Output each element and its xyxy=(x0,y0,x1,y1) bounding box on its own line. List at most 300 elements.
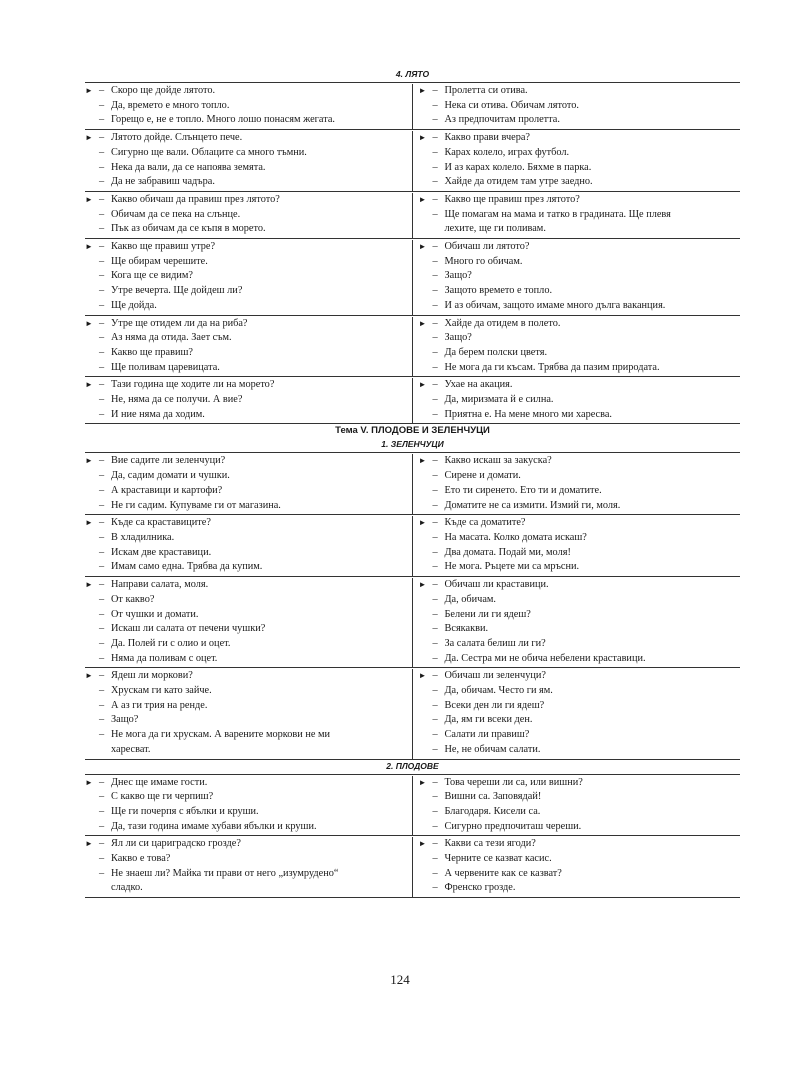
dialogue-text: В хладилника. xyxy=(111,531,175,543)
marker-icon: ► xyxy=(85,318,93,328)
marker-icon: ► xyxy=(418,518,427,528)
dialogue-line xyxy=(419,269,741,284)
dash: – xyxy=(432,853,438,865)
dialogue-text: Направи салата, моля. xyxy=(111,579,209,591)
marker-spacer xyxy=(419,469,433,484)
marker-icon: ► xyxy=(85,380,93,390)
dash: – xyxy=(432,743,438,755)
dialogue-text: Да, садим домати и чушки. xyxy=(111,470,230,482)
dialogue-line xyxy=(419,378,741,393)
dialogue-text: Ще обирам черешите. xyxy=(111,255,208,267)
dash: – xyxy=(99,699,105,711)
dash: – xyxy=(432,270,438,282)
marker-spacer xyxy=(419,593,433,608)
marker-spacer xyxy=(419,175,433,190)
dialogue-line xyxy=(419,240,741,255)
marker-spacer xyxy=(419,361,433,376)
marker-spacer xyxy=(419,546,433,561)
dialogue-text: Къде са доматите? xyxy=(444,517,526,529)
dash: – xyxy=(432,652,438,664)
dialogue-text: Сирене и домати. xyxy=(444,470,521,482)
dialogue-line xyxy=(85,408,408,423)
dialogue-text: Какво ще правиш утре? xyxy=(111,241,216,253)
dialogue-text: Хайде да отидем там утре заедно. xyxy=(444,176,593,188)
dialogue-line xyxy=(85,805,408,820)
dash: – xyxy=(99,670,105,682)
dash: – xyxy=(99,132,105,144)
dialogue-row xyxy=(85,836,740,898)
dialogue-line xyxy=(419,608,741,623)
marker-spacer xyxy=(85,269,99,284)
dialogue-text: Ще помагам на мама и татко в градината. Ще плевя xyxy=(444,208,671,220)
dialogue-text: Да берем полски цветя. xyxy=(444,346,548,358)
dialogue-line xyxy=(85,699,408,714)
marker-icon: ► xyxy=(418,580,427,590)
dash: – xyxy=(432,99,438,111)
dialogue-line xyxy=(85,593,408,608)
dash: – xyxy=(99,776,105,788)
marker-spacer xyxy=(85,393,99,408)
dialogue-text: Ухае на акация. xyxy=(444,379,513,391)
dialogue-left xyxy=(85,131,413,191)
dash: – xyxy=(99,561,105,573)
marker-icon: ► xyxy=(418,133,427,143)
dialogue-line xyxy=(419,331,741,346)
dialogue-text: Ето ти сиренето. Ето ти и доматите. xyxy=(444,484,602,496)
dialogue-line xyxy=(85,113,408,128)
marker-spacer xyxy=(85,469,99,484)
dialogue-text: Не ги садим. Купуваме ги от магазина. xyxy=(111,499,281,511)
dialogue-line xyxy=(419,669,741,684)
dialogue-line xyxy=(419,531,741,546)
dialogue-row xyxy=(85,515,740,577)
dialogue-line xyxy=(85,867,408,882)
dash xyxy=(433,222,445,237)
dialogue-line xyxy=(419,699,741,714)
marker-spacer xyxy=(419,699,433,714)
dash: – xyxy=(99,531,105,543)
marker-spacer xyxy=(419,852,433,867)
marker-spacer xyxy=(419,790,433,805)
dash: – xyxy=(99,255,105,267)
dialogue-text: лехите, ще ги поливам. xyxy=(444,223,546,235)
dialogue-text: Защо? xyxy=(444,270,472,282)
dialogue-text: Утре ще отидем ли да на риба? xyxy=(111,317,248,329)
dialogue-left xyxy=(85,240,413,315)
dash: – xyxy=(432,241,438,253)
dialogue-line xyxy=(419,484,741,499)
marker-spacer xyxy=(85,222,99,237)
dash: – xyxy=(99,729,105,741)
marker-spacer xyxy=(419,222,433,237)
dialogue-line xyxy=(85,240,408,255)
dash: – xyxy=(432,685,438,697)
marker-spacer xyxy=(85,408,99,423)
dash: – xyxy=(432,517,438,529)
marker-icon: ► xyxy=(85,242,93,252)
dialogue-text: Какви са тези ягоди? xyxy=(444,838,536,850)
marker-icon: ► xyxy=(85,839,93,849)
dialogue-line xyxy=(419,299,741,314)
marker-icon: ► xyxy=(85,671,93,681)
dash: – xyxy=(99,176,105,188)
dialogue-line xyxy=(419,84,741,99)
dialogue-text: Пролетта си отива. xyxy=(444,85,528,96)
dialogue-line xyxy=(85,790,408,805)
dialogue-line xyxy=(419,728,741,743)
marker-spacer xyxy=(85,820,99,835)
dialogue-line xyxy=(85,852,408,867)
dialogue-text: Пък аз обичам да се къпя в морето. xyxy=(111,223,266,235)
dash: – xyxy=(432,729,438,741)
marker-spacer xyxy=(419,608,433,623)
dialogue-text: Всякакви. xyxy=(444,623,489,635)
marker-spacer xyxy=(85,531,99,546)
marker-icon: ► xyxy=(418,671,427,681)
marker-icon: ► xyxy=(418,456,427,466)
marker-icon: ► xyxy=(85,133,93,143)
dialogue-row xyxy=(85,668,740,759)
dialogue-line xyxy=(419,852,741,867)
dialogue-text: Нека си отива. Обичам лятото. xyxy=(444,99,579,111)
dialogue-left xyxy=(85,378,413,423)
dialogue-text: И ние няма да ходим. xyxy=(111,408,205,420)
dialogue-left xyxy=(85,454,413,514)
dash xyxy=(99,881,111,896)
dialogue-left xyxy=(85,578,413,667)
dialogue-text: Какво искаш за закуска? xyxy=(444,455,552,467)
marker-spacer xyxy=(419,743,433,758)
dialogue-text: Приятна е. На мене много ми харесва. xyxy=(444,408,612,420)
dash: – xyxy=(99,99,105,111)
dialogue-text: Да, миризмата й е силна. xyxy=(444,394,554,406)
dash: – xyxy=(99,470,105,482)
dash: – xyxy=(432,161,438,173)
dialogue-text: И аз обичам, защото имаме много дълга ваканция. xyxy=(444,299,666,311)
dialogue-line xyxy=(419,820,741,835)
dialogue-left xyxy=(85,84,413,129)
dialogue-text: От какво? xyxy=(111,593,155,605)
dialogue-right xyxy=(413,193,741,238)
dash: – xyxy=(99,408,105,420)
dialogue-text: Не мога да ги късам. Трябва да пазим природата. xyxy=(444,361,660,373)
dialogue-line xyxy=(85,531,408,546)
dialogue-text: Обичаш ли краставици. xyxy=(444,579,549,591)
dash: – xyxy=(99,299,105,311)
marker-spacer xyxy=(419,255,433,270)
dash: – xyxy=(432,670,438,682)
marker-spacer xyxy=(85,805,99,820)
dash: – xyxy=(432,299,438,311)
dash: – xyxy=(432,637,438,649)
dialogue-line xyxy=(85,637,408,652)
dash: – xyxy=(99,499,105,511)
dialogue-line xyxy=(85,499,408,514)
dash: – xyxy=(99,114,105,126)
marker-spacer xyxy=(419,299,433,314)
section-title: 1. ЗЕЛЕНЧУЦИ xyxy=(85,438,740,453)
dash: – xyxy=(432,317,438,329)
dash: – xyxy=(99,853,105,865)
dash: – xyxy=(432,176,438,188)
marker-spacer xyxy=(419,531,433,546)
marker-icon: ► xyxy=(418,777,427,787)
dialogue-line xyxy=(419,637,741,652)
dash: – xyxy=(432,714,438,726)
marker-icon: ► xyxy=(418,380,427,390)
dialogue-text: Какво ще правиш? xyxy=(111,346,193,358)
dialogue-line xyxy=(419,578,741,593)
dialogue-text: Черните се казват касис. xyxy=(444,853,552,865)
dialogue-line xyxy=(85,99,408,114)
dialogue-text: А аз ги трия на ренде. xyxy=(111,699,208,711)
dialogue-right xyxy=(413,578,741,667)
dash xyxy=(99,743,111,758)
dash: – xyxy=(99,455,105,467)
dialogue-text: Скоро ще дойде лятото. xyxy=(111,85,216,96)
marker-icon: ► xyxy=(418,86,427,95)
dialogue-line xyxy=(85,837,408,852)
dialogue-line xyxy=(85,161,408,176)
dialogue-right xyxy=(413,84,741,129)
dialogue-line-continuation xyxy=(85,881,408,896)
dialogue-text: Какво ще правиш през лятото? xyxy=(444,193,580,205)
dash: – xyxy=(432,285,438,297)
dialogue-line xyxy=(85,516,408,531)
dialogue-line-continuation xyxy=(85,743,408,758)
dialogue-text: Защото времето е топло. xyxy=(444,285,553,297)
dash: – xyxy=(432,608,438,620)
dialogue-line xyxy=(419,131,741,146)
marker-icon: ► xyxy=(85,456,93,466)
dialogue-text: Хрускам ги като зайче. xyxy=(111,685,212,697)
dash: – xyxy=(432,146,438,158)
marker-spacer xyxy=(419,113,433,128)
dialogue-line xyxy=(85,175,408,190)
dialogue-text: Благодаря. Кисели са. xyxy=(444,805,541,817)
dash: – xyxy=(432,470,438,482)
dialogue-text: Хайде да отидем в полето. xyxy=(444,317,561,329)
dash: – xyxy=(432,114,438,126)
dialogue-line xyxy=(85,284,408,299)
dialogue-line xyxy=(419,469,741,484)
dialogue-line xyxy=(419,454,741,469)
dialogue-text: Ще ги почерпя с ябълки и круши. xyxy=(111,805,259,817)
dialogue-text: сладко. xyxy=(111,882,143,894)
marker-icon: ► xyxy=(85,518,93,528)
dash: – xyxy=(99,714,105,726)
dialogue-text: Салати ли правиш? xyxy=(444,729,530,741)
marker-spacer xyxy=(85,208,99,223)
dash: – xyxy=(99,346,105,358)
dialogue-text: Къде са краставиците? xyxy=(111,517,211,529)
dialogue-line xyxy=(85,484,408,499)
dialogue-text: Да, времето е много топло. xyxy=(111,99,230,111)
marker-icon: ► xyxy=(85,86,93,95)
dialogue-line xyxy=(419,622,741,637)
dash: – xyxy=(99,208,105,220)
marker-spacer xyxy=(85,146,99,161)
marker-spacer xyxy=(419,652,433,667)
dialogue-line xyxy=(419,776,741,791)
dialogue-line xyxy=(419,560,741,575)
dialogue-text: Сигурно ще вали. Облаците са много тъмни. xyxy=(111,146,307,158)
dialogue-text: Искам две краставици. xyxy=(111,546,212,558)
dialogue-text: Ще дойда. xyxy=(111,299,157,311)
dialogue-line xyxy=(419,393,741,408)
dialogue-text: Белени ли ги ядеш? xyxy=(444,608,531,620)
dash: – xyxy=(99,270,105,282)
dash: – xyxy=(99,593,105,605)
document-page xyxy=(85,68,740,898)
dialogue-line xyxy=(419,881,741,896)
dialogue-left xyxy=(85,837,413,897)
dash: – xyxy=(99,146,105,158)
marker-spacer xyxy=(85,867,99,882)
dialogue-row xyxy=(85,453,740,515)
marker-spacer xyxy=(85,728,99,743)
marker-icon: ► xyxy=(418,242,427,252)
dialogue-text: Какво обичаш да правиш през лятото? xyxy=(111,193,280,205)
dialogue-text: За салата белиш ли ги? xyxy=(444,637,546,649)
marker-spacer xyxy=(85,299,99,314)
dialogue-text: Доматите не са измити. Измий ги, моля. xyxy=(444,499,621,511)
marker-spacer xyxy=(419,408,433,423)
dialogue-text: Аз предпочитам пролетта. xyxy=(444,114,560,126)
dialogue-text: Френско грозде. xyxy=(444,882,516,894)
dash: – xyxy=(432,255,438,267)
dialogue-row xyxy=(85,577,740,668)
marker-spacer xyxy=(85,652,99,667)
dash: – xyxy=(99,652,105,664)
marker-spacer xyxy=(85,284,99,299)
marker-spacer xyxy=(419,637,433,652)
dialogue-line xyxy=(419,284,741,299)
marker-icon: ► xyxy=(85,194,93,204)
dialogue-line xyxy=(85,454,408,469)
dash: – xyxy=(432,408,438,420)
dialogue-text: Обичам да се пека на слънце. xyxy=(111,208,241,220)
dash: – xyxy=(432,791,438,803)
dialogue-text: Да. Сестра ми не обича небелени краставици. xyxy=(444,652,646,664)
dash: – xyxy=(432,208,438,220)
dialogue-line xyxy=(419,743,741,758)
marker-spacer xyxy=(85,161,99,176)
marker-icon: ► xyxy=(418,194,427,204)
dash: – xyxy=(99,838,105,850)
dash: – xyxy=(99,379,105,391)
dash: – xyxy=(432,623,438,635)
dialogue-text: Аз няма да отида. Зает съм. xyxy=(111,332,232,344)
dialogue-line-continuation xyxy=(419,222,741,237)
dash: – xyxy=(99,546,105,558)
dialogue-text: Не, няма да се получи. А вие? xyxy=(111,394,243,406)
dialogue-line xyxy=(419,805,741,820)
dialogue-line xyxy=(85,560,408,575)
dialogue-row xyxy=(85,130,740,192)
marker-spacer xyxy=(419,269,433,284)
dialogue-text: Да не забравиш чадъра. xyxy=(111,176,215,188)
dash: – xyxy=(99,791,105,803)
dash: – xyxy=(432,379,438,391)
dash: – xyxy=(99,637,105,649)
marker-icon: ► xyxy=(418,318,427,328)
dash: – xyxy=(99,867,105,879)
dash: – xyxy=(99,193,105,205)
dash: – xyxy=(99,317,105,329)
marker-spacer xyxy=(85,637,99,652)
dash: – xyxy=(99,820,105,832)
dialogue-text: Какво е това? xyxy=(111,853,171,865)
dialogue-text: Да, ям ги всеки ден. xyxy=(444,714,533,726)
dash: – xyxy=(432,85,438,96)
dash: – xyxy=(99,805,105,817)
marker-spacer xyxy=(419,560,433,575)
dialogue-text: Горещо е, не е топло. Много лошо понасям жегата. xyxy=(111,114,335,126)
dash: – xyxy=(432,332,438,344)
dialogue-line xyxy=(85,578,408,593)
dialogue-line xyxy=(85,820,408,835)
marker-spacer xyxy=(85,560,99,575)
marker-spacer xyxy=(85,99,99,114)
dialogue-line xyxy=(419,684,741,699)
dash: – xyxy=(432,579,438,591)
dialogue-left xyxy=(85,776,413,836)
dialogue-text: Два домата. Подай ми, моля! xyxy=(444,546,571,558)
dialogue-line xyxy=(419,175,741,190)
dash: – xyxy=(432,776,438,788)
dialogue-text: От чушки и домати. xyxy=(111,608,199,620)
dash: – xyxy=(99,223,105,235)
dialogue-line xyxy=(85,269,408,284)
marker-spacer xyxy=(419,161,433,176)
marker-icon: ► xyxy=(85,580,93,590)
marker-spacer xyxy=(419,331,433,346)
marker-spacer xyxy=(419,499,433,514)
dash: – xyxy=(99,285,105,297)
dialogue-text: Какво прави вчера? xyxy=(444,132,531,144)
dialogue-row xyxy=(85,775,740,837)
dialogue-line xyxy=(85,713,408,728)
dialogue-text: С какво ще ги черпиш? xyxy=(111,791,214,803)
dash: – xyxy=(432,455,438,467)
dialogue-line xyxy=(419,867,741,882)
dialogue-text: Карах колело, играх футбол. xyxy=(444,146,570,158)
marker-spacer xyxy=(419,820,433,835)
dialogue-line xyxy=(85,84,408,99)
dialogue-text: Лятото дойде. Слънцето пече. xyxy=(111,132,243,144)
dialogue-text: На масата. Колко домата искаш? xyxy=(444,531,587,543)
marker-spacer xyxy=(85,713,99,728)
dash: – xyxy=(99,579,105,591)
dialogue-text: харесват. xyxy=(111,743,151,755)
dialogue-text: И аз карах колело. Бяхме в парка. xyxy=(444,161,592,173)
marker-spacer xyxy=(85,743,99,758)
dialogue-text: Не, не обичам салати. xyxy=(444,743,541,755)
dialogue-text: Вие садите ли зеленчуци? xyxy=(111,455,226,467)
marker-spacer xyxy=(85,881,99,896)
dialogue-line xyxy=(419,146,741,161)
dialogue-line xyxy=(419,593,741,608)
dash: – xyxy=(432,394,438,406)
dash: – xyxy=(99,685,105,697)
marker-spacer xyxy=(419,208,433,223)
dialogue-line xyxy=(85,146,408,161)
marker-spacer xyxy=(85,346,99,361)
dialogue-line xyxy=(419,317,741,332)
section-title: 2. ПЛОДОВЕ xyxy=(85,760,740,775)
dialogue-line xyxy=(419,546,741,561)
